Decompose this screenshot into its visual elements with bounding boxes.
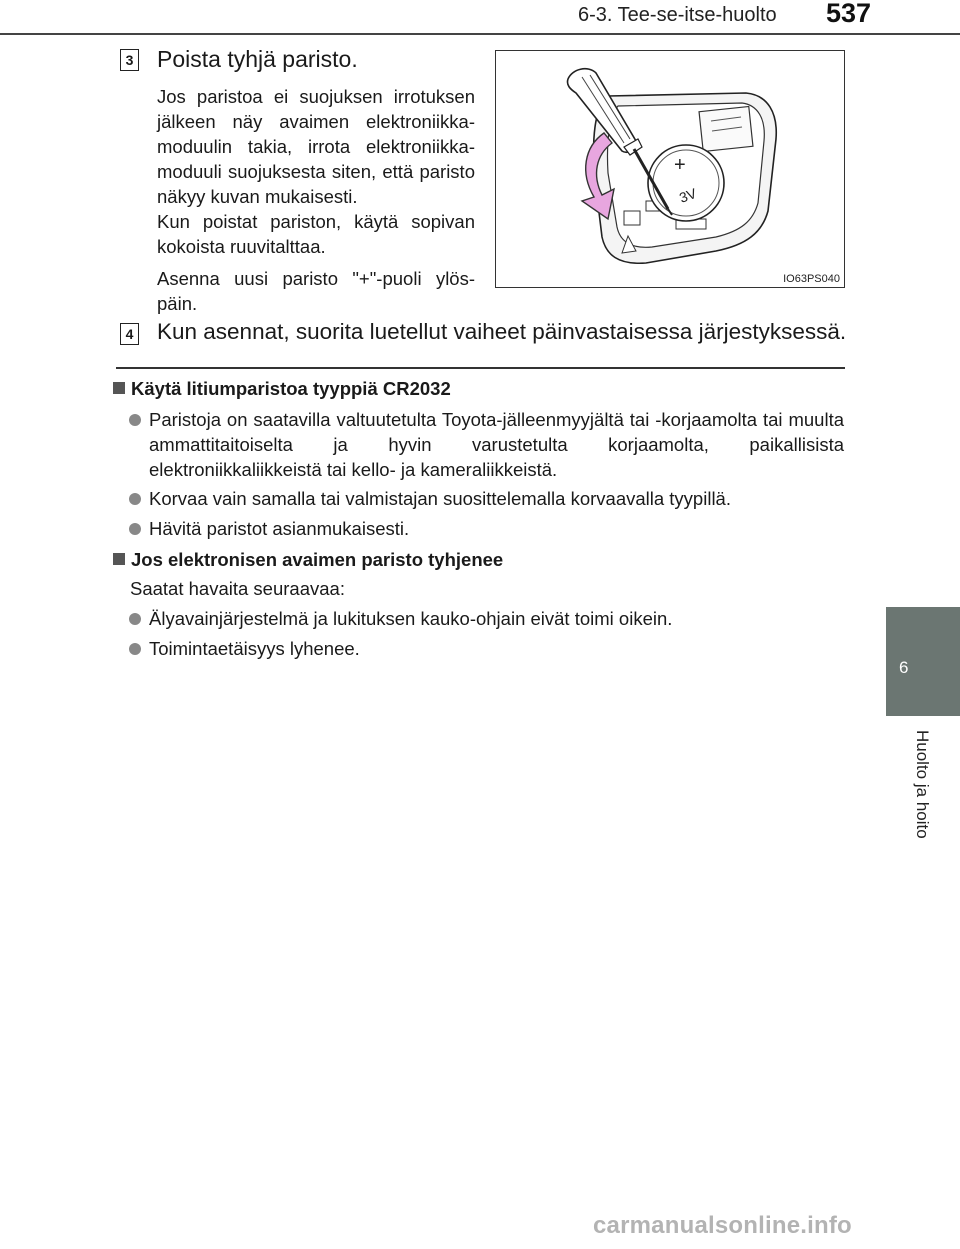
step-3-title: Poista tyhjä paristo. — [157, 46, 358, 72]
step-3-badge: 3 — [120, 49, 139, 71]
step-3-paragraph-1: Jos paristoa ei suojuksen irrotuksen jälkeen näy avaimen elektroniikka-moduulin takia, irrota elektroniikka-moduuli suojuksesta siten, että paristo näkyy kuvan mukaisesti. — [157, 86, 475, 207]
step-4-text: Kun asennat, suorita luetellut vaiheet päinvastaisessa järjestyksessä. — [157, 319, 847, 344]
key-battery-illustration — [496, 51, 844, 287]
chapter-label: Huolto ja hoito — [913, 730, 932, 839]
step-3-paragraph-2: Kun poistat pariston, käytä sopivan kokoista ruuvitalttaa. — [157, 211, 475, 257]
list-item — [129, 516, 844, 541]
battery-plus-label: + — [674, 154, 686, 176]
square-bullet-icon — [113, 553, 125, 565]
chapter-tab-number: 6 — [899, 658, 909, 677]
list-item — [129, 636, 844, 661]
section-intro: Saatat havaita seuraavaa: — [130, 578, 345, 599]
list-item — [129, 407, 844, 482]
list-item-text: Älyavainjärjestelmä ja lukituksen kauko-ohjain eivät toimi oikein. — [149, 608, 673, 629]
square-bullet-icon — [113, 382, 125, 394]
list-item-text: Korvaa vain samalla tai valmistajan suosittelemalla korvaavalla tyypillä. — [149, 488, 731, 509]
battery-removal-figure — [495, 50, 845, 288]
section-heading-battery-type — [113, 378, 451, 400]
bullet-dot-icon — [129, 643, 141, 655]
list-item-text: Hävitä paristot asianmukaisesti. — [149, 518, 410, 539]
watermark: carmanualsonline.info — [593, 1212, 852, 1239]
step-3-paragraph-3: Asenna uusi paristo "+"-puoli ylös-päin. — [157, 268, 475, 314]
list-item — [129, 606, 844, 631]
page-number: 537 — [826, 0, 872, 28]
bullet-dot-icon — [129, 414, 141, 426]
list-item-text: Toimintaetäisyys lyhenee. — [149, 638, 360, 659]
step-4-badge: 4 — [120, 323, 139, 345]
section-divider — [116, 367, 845, 369]
section-heading-text: Jos elektronisen avaimen paristo tyhjenee — [131, 549, 504, 570]
battery-voltage-label: 3V — [677, 184, 699, 206]
list-item-text: Paristoja on saatavilla valtuutetulta Toyota-jälleenmyyjältä tai -korjaamolta tai muulta ammattitaitoiselta ja hyvin varustetulta korjaamolta, paikallisista elektroniikkaliikkeistä tai kello- ja kameraliikkeistä. — [149, 409, 844, 480]
figure-code: IO63PS040 — [783, 273, 840, 285]
chapter-tab — [886, 607, 960, 716]
section-heading-text: Käytä litiumparistoa tyyppiä CR2032 — [131, 378, 451, 399]
bullet-dot-icon — [129, 613, 141, 625]
section-heading-battery-empty — [113, 549, 503, 571]
list-item — [129, 486, 844, 511]
bullet-dot-icon — [129, 493, 141, 505]
header-rule — [0, 33, 960, 35]
bullet-dot-icon — [129, 523, 141, 535]
header-section-title: 6-3. Tee-se-itse-huolto — [578, 4, 777, 26]
